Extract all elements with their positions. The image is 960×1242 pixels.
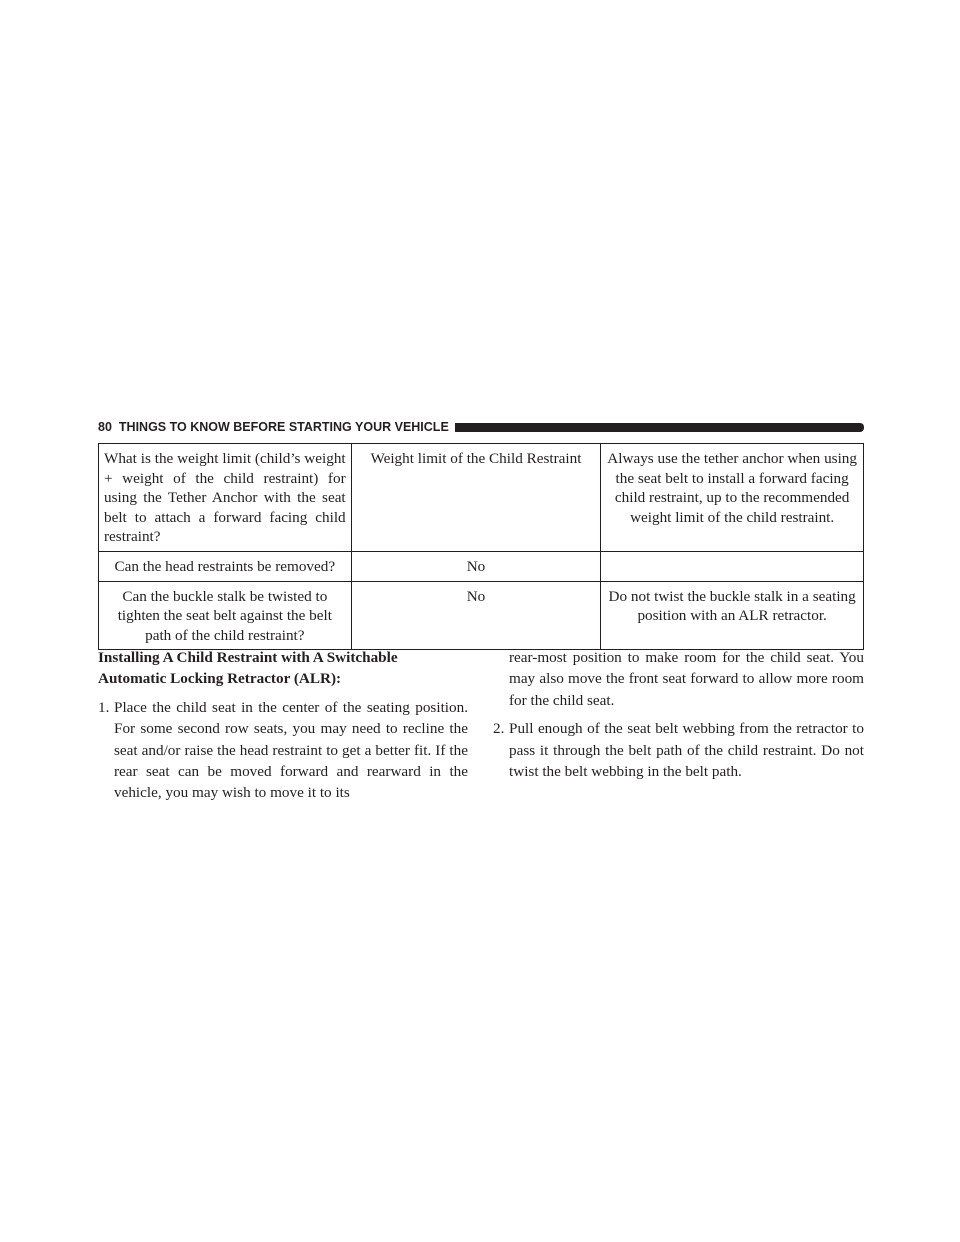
- note-cell: [601, 551, 864, 581]
- page-number: 80: [98, 420, 112, 434]
- step-1-continued: rear-most position to make room for the child seat. You may also move the front seat forward to allow more room for the child seat.: [509, 649, 864, 709]
- spec-table: [98, 443, 864, 650]
- step-text: Pull enough of the seat belt webbing from the retractor to pass it through the belt path of the child restraint. Do not twist the belt webbing in the belt path.: [509, 720, 864, 781]
- page-header: [98, 418, 864, 436]
- step-1: [98, 697, 468, 804]
- step-text: Place the child seat in the center of the seating position. For some second row seats, you may need to recline the seat and/or raise the head restraint to get a better fit. If the rear seat can be moved forward and rearward in the vehicle, you may wish to move it to its: [114, 698, 468, 802]
- answer-cell: Weight limit of the Child Restraint: [351, 444, 601, 552]
- question-cell: Can the head restraints be removed?: [99, 551, 352, 581]
- section-heading: Installing A Child Restraint with A Switchable Automatic Locking Retractor (ALR):: [98, 649, 398, 688]
- table-row: [99, 444, 864, 552]
- right-column: [493, 647, 864, 789]
- answer-cell: No: [351, 581, 601, 650]
- note-cell: Do not twist the buckle stalk in a seating position with an ALR retractor.: [601, 581, 864, 650]
- left-column: [98, 647, 468, 811]
- question-cell: What is the weight limit (child’s weight + weight of the child restraint) for using the Tether Anchor with the seat belt to attach a forward facing child restraint?: [99, 444, 352, 552]
- table-row: [99, 551, 864, 581]
- note-cell: Always use the tether anchor when using the seat belt to install a forward facing child restraint, up to the recommended weight limit of the child restraint.: [601, 444, 864, 552]
- answer-cell: No: [351, 551, 601, 581]
- table-row: [99, 581, 864, 650]
- section-title: THINGS TO KNOW BEFORE STARTING YOUR VEHICLE: [118, 420, 449, 434]
- question-cell: Can the buckle stalk be twisted to tighten the seat belt against the belt path of the child restraint?: [99, 581, 352, 650]
- step-2: [493, 718, 864, 782]
- header-rule: [455, 423, 864, 432]
- step-number: 2.: [493, 720, 505, 738]
- step-number: 1.: [98, 698, 110, 716]
